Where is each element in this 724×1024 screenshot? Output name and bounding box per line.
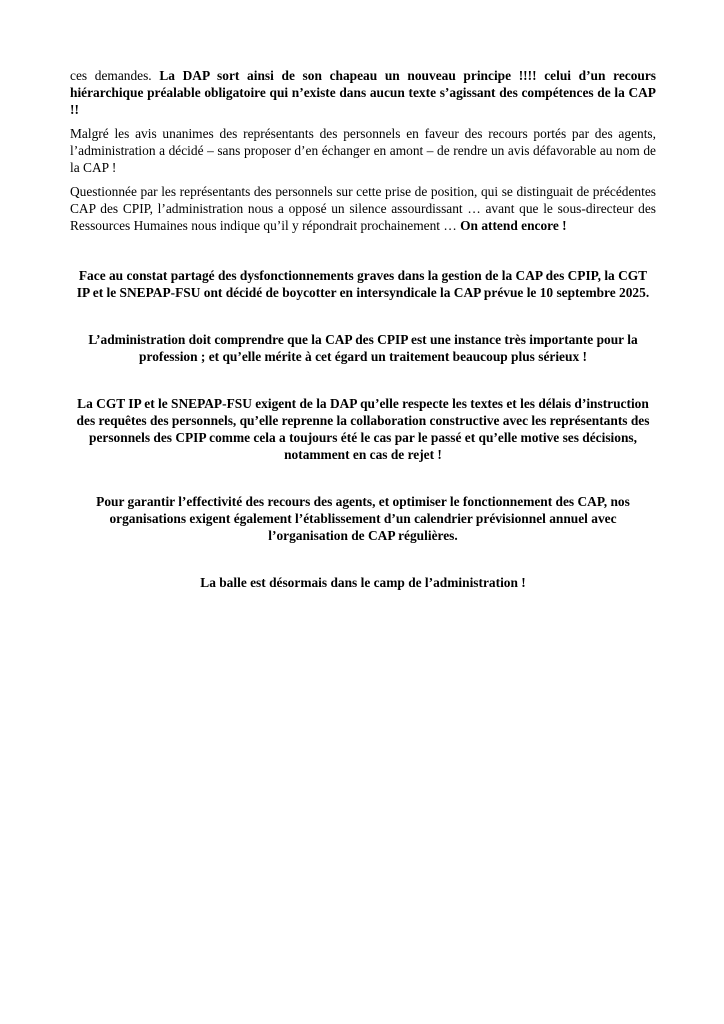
paragraph-text: ces demandes. xyxy=(70,68,160,83)
paragraph-unanimous-opinions: Malgré les avis unanimes des représentants des personnels en faveur des recours portés par des agents, l’administration a décidé – sans proposer d’en échanger en amont – de rendre un avis défavorable au nom de la CAP ! xyxy=(70,126,656,175)
paragraph-bold-text: La DAP sort ainsi de son chapeau un nouveau principe !!!! celui d’un recours hiérarchique préalable obligatoire qui n’existe dans aucun texte s’agissant des compétences de la CAP !! xyxy=(70,68,657,117)
paragraph-dap-new-principle xyxy=(70,67,656,118)
statement-demands: La CGT IP et le SNEPAP-FSU exigent de la DAP qu’elle respecte les textes et les délais d’instruction des requêtes des personnels, qu’elle reprenne la collaboration constructive avec les représentants des personnels des CPIP comme cela a toujours été le cas par le passé et qu’elle motive ses décisions, notamment en cas de rejet ! xyxy=(76,396,650,462)
statement-calendar: Pour garantir l’effectivité des recours des agents, et optimiser le fonctionnement des CAP, nos organisations exigent également l’établissement d’un calendrier prévisionnel annuel avec l’organisation de CAP régulières. xyxy=(96,494,630,543)
document-page xyxy=(70,67,656,591)
paragraph-bold-text: On attend encore ! xyxy=(460,218,567,233)
statement-importance: L’administration doit comprendre que la CAP des CPIP est une instance très importante pour la profession ; et qu’elle mérite à cet égard un traitement beaucoup plus sérieux ! xyxy=(88,332,638,364)
statement-boycott: Face au constat partagé des dysfonctionnements graves dans la gestion de la CAP des CPIP, la CGT IP et le SNEPAP-FSU ont décidé de boycotter en intersyndicale la CAP prévue le 10 septembre 2025. xyxy=(76,268,650,300)
paragraph-silence xyxy=(70,183,656,234)
paragraph-text: Questionnée par les représentants des personnels sur cette prise de position, qui se distinguait de précédentes CAP des CPIP, l’administration nous a opposé un silence assourdissant … avant que le sous-directeur des Ressources Humaines nous indique qu’il y répondrait prochainement … xyxy=(70,184,656,233)
statement-conclusion: La balle est désormais dans le camp de l’administration ! xyxy=(200,575,526,590)
